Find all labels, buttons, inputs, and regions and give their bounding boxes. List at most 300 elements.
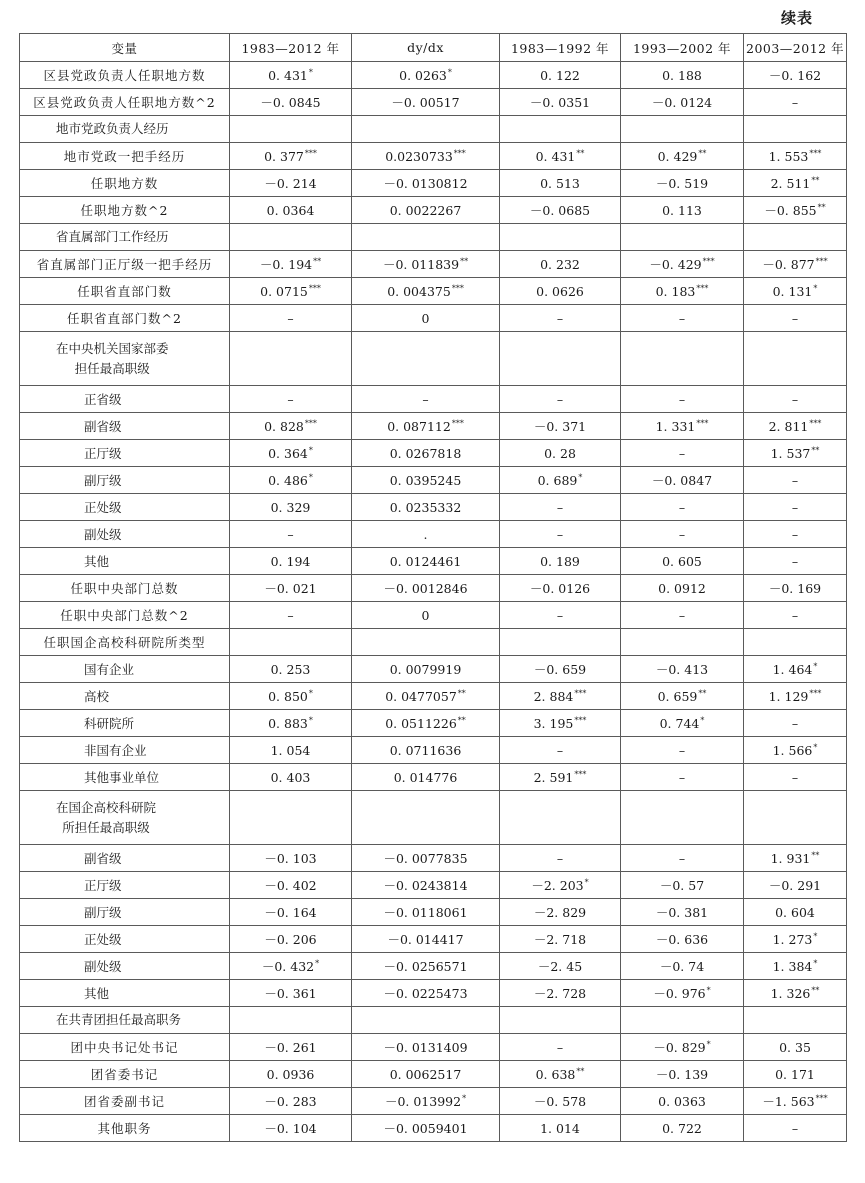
table-row [20, 629, 847, 656]
table-row [20, 548, 847, 575]
significance-stars: *** [304, 418, 317, 428]
table-row [20, 1115, 847, 1142]
significance-stars: ** [313, 257, 322, 266]
significance-stars: *** [815, 257, 828, 266]
table-row [20, 980, 847, 1007]
table-cell: 0. 0626 [500, 278, 621, 305]
table-row [20, 899, 847, 926]
table-cell: －0. 402 [230, 872, 352, 899]
table-cell: 0. 183*** [621, 278, 744, 305]
significance-stars: * [813, 931, 818, 941]
table-cell: – [744, 494, 847, 521]
table-cell: －0. 0847 [621, 467, 744, 494]
table-cell: – [744, 602, 847, 629]
significance-stars: * [813, 958, 818, 968]
row-label: 非国有企业 [20, 737, 230, 764]
table-cell: －0. 104 [230, 1115, 352, 1142]
table-cell: 0. 0235332 [352, 494, 500, 521]
table-cell: – [230, 602, 352, 629]
table-cell: －0. 291 [744, 872, 847, 899]
significance-stars: * [813, 742, 818, 752]
table-cell [621, 791, 744, 845]
row-label: 副省级 [20, 413, 230, 440]
table-cell [500, 1007, 621, 1034]
table-cell: －0. 432* [230, 953, 352, 980]
table-cell: －0. 0845 [230, 89, 352, 116]
table-cell: －0. 0012846 [352, 575, 500, 602]
table-cell [500, 116, 621, 143]
row-label: 正处级 [20, 926, 230, 953]
table-cell: – [621, 386, 744, 413]
table-cell: －0. 413 [621, 656, 744, 683]
table-cell: – [744, 467, 847, 494]
table-cell: 0. 604 [744, 899, 847, 926]
significance-stars: * [462, 1094, 467, 1103]
table-cell: 1. 464* [744, 656, 847, 683]
row-label: 团省委书记 [20, 1061, 230, 1088]
table-cell: 0. 722 [621, 1115, 744, 1142]
table-cell: 1. 014 [500, 1115, 621, 1142]
table-cell: – [500, 1034, 621, 1061]
table-row [20, 197, 847, 224]
table-cell: 0. 194 [230, 548, 352, 575]
table-cell: 2. 884*** [500, 683, 621, 710]
table-cell: 0. 638** [500, 1061, 621, 1088]
table-cell [500, 629, 621, 656]
row-label: 国有企业 [20, 656, 230, 683]
table-cell: 0. 171 [744, 1061, 847, 1088]
row-label: 高校 [20, 683, 230, 710]
row-label: 正厅级 [20, 440, 230, 467]
table-cell: 0. 0912 [621, 575, 744, 602]
table-cell: －0. 0225473 [352, 980, 500, 1007]
header-variable: 变量 [20, 34, 230, 62]
table-cell: 0. 0062517 [352, 1061, 500, 1088]
table-cell: 1. 537** [744, 440, 847, 467]
row-label: 科研院所 [20, 710, 230, 737]
table-cell: －0. 829* [621, 1034, 744, 1061]
table-cell: – [500, 845, 621, 872]
table-row [20, 1088, 847, 1115]
row-label: 其他事业单位 [20, 764, 230, 791]
table-cell: – [744, 305, 847, 332]
table-cell [352, 1007, 500, 1034]
table-cell: －0. 283 [230, 1088, 352, 1115]
row-label [20, 116, 230, 143]
table-cell [230, 1007, 352, 1034]
header-2003-2012: 2003—2012 年 [744, 34, 847, 62]
table-cell [621, 332, 744, 386]
table-cell: 2. 511** [744, 170, 847, 197]
table-cell: – [500, 305, 621, 332]
table-cell: – [621, 521, 744, 548]
significance-stars: *** [304, 148, 317, 158]
table-cell: – [500, 737, 621, 764]
table-row [20, 332, 847, 386]
table-row [20, 305, 847, 332]
table-cell [500, 224, 621, 251]
table-cell: －0. 206 [230, 926, 352, 953]
significance-stars: *** [451, 418, 464, 428]
table-cell: 0. 122 [500, 62, 621, 89]
table-cell: －0. 976* [621, 980, 744, 1007]
table-cell: – [621, 494, 744, 521]
table-cell [352, 791, 500, 845]
table-cell: 0. 0267818 [352, 440, 500, 467]
row-label: 任职地方数^2 [20, 197, 230, 224]
table-cell [352, 116, 500, 143]
table-cell [744, 791, 847, 845]
table-cell: －0. 013992* [352, 1088, 500, 1115]
significance-stars: * [813, 661, 818, 671]
row-label: 区县党政负责人任职地方数^2 [20, 89, 230, 116]
table-cell: 1. 566* [744, 737, 847, 764]
significance-stars: * [578, 472, 583, 482]
row-label-text: 省直属部门工作经历 [56, 229, 169, 244]
significance-stars: *** [696, 283, 709, 293]
table-cell: －0. 0124 [621, 89, 744, 116]
significance-stars: ** [811, 850, 820, 860]
table-cell: －0. 0126 [500, 575, 621, 602]
table-cell: – [744, 764, 847, 791]
table-cell: －0. 162 [744, 62, 847, 89]
significance-stars: * [315, 959, 320, 968]
table-cell: 0. 744* [621, 710, 744, 737]
table-cell: 0. 431* [230, 62, 352, 89]
table-cell: －0. 578 [500, 1088, 621, 1115]
table-cell: 0. 28 [500, 440, 621, 467]
row-label [20, 791, 230, 845]
table-row [20, 494, 847, 521]
significance-stars: * [813, 283, 818, 293]
table-cell: 0. 431** [500, 143, 621, 170]
table-cell: －0. 361 [230, 980, 352, 1007]
table-cell [230, 629, 352, 656]
significance-stars: * [706, 986, 711, 995]
table-cell: – [500, 494, 621, 521]
table-cell: －2. 728 [500, 980, 621, 1007]
table-row [20, 683, 847, 710]
significance-stars: * [700, 715, 705, 725]
continued-label: 续表 [781, 9, 814, 27]
table-cell: 0. 513 [500, 170, 621, 197]
row-label: 团中央书记处书记 [20, 1034, 230, 1061]
row-label: 地市党政一把手经历 [20, 143, 230, 170]
table-cell: 0 [352, 305, 500, 332]
table-cell: －0. 74 [621, 953, 744, 980]
table-cell [621, 224, 744, 251]
table-cell: 0.0230733*** [352, 143, 500, 170]
table-row [20, 440, 847, 467]
table-cell: – [621, 737, 744, 764]
significance-stars: ** [457, 715, 466, 725]
table-cell: －0. 194** [230, 251, 352, 278]
row-label: 任职省直部门数^2 [20, 305, 230, 332]
table-cell: 1. 553*** [744, 143, 847, 170]
significance-stars: *** [451, 283, 464, 293]
table-cell: －0. 164 [230, 899, 352, 926]
table-row [20, 872, 847, 899]
table-cell [352, 332, 500, 386]
table-cell: 0. 0364 [230, 197, 352, 224]
row-label [20, 1007, 230, 1034]
table-cell: 0. 0711636 [352, 737, 500, 764]
significance-stars: ** [576, 148, 585, 158]
table-cell: －0. 261 [230, 1034, 352, 1061]
table-cell [621, 116, 744, 143]
significance-stars: *** [574, 715, 587, 725]
significance-stars: *** [809, 148, 822, 158]
table-cell: 0. 329 [230, 494, 352, 521]
table-cell: －2. 45 [500, 953, 621, 980]
table-cell: – [621, 845, 744, 872]
row-label-text: 在共青团担任最高职务 [56, 1012, 182, 1027]
table-cell: 1. 273* [744, 926, 847, 953]
significance-stars: *** [574, 688, 587, 698]
row-label: 副处级 [20, 953, 230, 980]
table-cell [621, 1007, 744, 1034]
table-cell: －0. 0243814 [352, 872, 500, 899]
table-cell: – [744, 710, 847, 737]
table-cell: 0. 35 [744, 1034, 847, 1061]
significance-stars: * [308, 445, 313, 455]
table-cell: 0. 0715*** [230, 278, 352, 305]
table-cell: 0. 0263* [352, 62, 500, 89]
table-row [20, 521, 847, 548]
table-cell: －0. 57 [621, 872, 744, 899]
table-cell [230, 116, 352, 143]
table-cell: －2. 829 [500, 899, 621, 926]
row-label: 正处级 [20, 494, 230, 521]
row-label: 副处级 [20, 521, 230, 548]
significance-stars: * [308, 688, 313, 698]
table-cell: – [230, 521, 352, 548]
table-cell: 0. 0079919 [352, 656, 500, 683]
significance-stars: *** [696, 418, 709, 428]
table-cell: －0. 855** [744, 197, 847, 224]
table-cell [621, 629, 744, 656]
table-cell: – [621, 764, 744, 791]
significance-stars: *** [809, 688, 822, 698]
table-cell: 0. 429** [621, 143, 744, 170]
significance-stars: *** [815, 1094, 828, 1103]
table-cell: －0. 381 [621, 899, 744, 926]
table-row [20, 656, 847, 683]
table-cell: －0. 636 [621, 926, 744, 953]
table-cell: – [500, 386, 621, 413]
row-label: 其他 [20, 980, 230, 1007]
row-label: 副厅级 [20, 467, 230, 494]
table-cell: －0. 0059401 [352, 1115, 500, 1142]
significance-stars: * [706, 1040, 711, 1049]
row-label: 正省级 [20, 386, 230, 413]
table-cell: －2. 203* [500, 872, 621, 899]
table-row [20, 89, 847, 116]
significance-stars: * [308, 715, 313, 725]
table-cell [352, 629, 500, 656]
row-label: 任职地方数 [20, 170, 230, 197]
significance-stars: ** [698, 148, 707, 158]
significance-stars: ** [698, 688, 707, 698]
table-cell: 0. 364* [230, 440, 352, 467]
table-cell: 0. 689* [500, 467, 621, 494]
table-row [20, 764, 847, 791]
header-1993-2002: 1993—2002 年 [621, 34, 744, 62]
table-cell: 0. 0511226** [352, 710, 500, 737]
table-cell: 1. 326** [744, 980, 847, 1007]
header-dydx: dy/dx [352, 34, 500, 62]
table-cell: 0. 232 [500, 251, 621, 278]
table-cell: 0. 828*** [230, 413, 352, 440]
table-cell [744, 116, 847, 143]
table-cell: －0. 0131409 [352, 1034, 500, 1061]
table-cell: 0 [352, 602, 500, 629]
table-row [20, 845, 847, 872]
significance-stars: ** [811, 175, 820, 185]
row-label: 团省委副书记 [20, 1088, 230, 1115]
table-cell: 1. 331*** [621, 413, 744, 440]
table-cell [500, 332, 621, 386]
table-row [20, 791, 847, 845]
row-label-text: 在中央机关国家部委 担任最高职级 [56, 340, 169, 376]
table-cell [230, 791, 352, 845]
significance-stars: ** [460, 257, 469, 266]
table-cell: －0. 0077835 [352, 845, 500, 872]
significance-stars: ** [811, 985, 820, 995]
significance-stars: *** [453, 148, 466, 158]
table-cell: 0. 0124461 [352, 548, 500, 575]
row-label: 省直属部门正厅级一把手经历 [20, 251, 230, 278]
significance-stars: *** [308, 283, 321, 293]
table-cell [744, 224, 847, 251]
table-row [20, 926, 847, 953]
significance-stars: ** [576, 1066, 585, 1076]
regression-table [19, 33, 847, 1142]
table-cell: －0. 659 [500, 656, 621, 683]
table-cell [352, 224, 500, 251]
table-cell: －0. 014417 [352, 926, 500, 953]
table-cell: －0. 429*** [621, 251, 744, 278]
significance-stars: *** [702, 257, 715, 266]
table-cell: 0. 0022267 [352, 197, 500, 224]
table-cell: . [352, 521, 500, 548]
table-cell: – [352, 386, 500, 413]
table-cell: – [500, 602, 621, 629]
table-cell: －0. 103 [230, 845, 352, 872]
table-cell: －0. 371 [500, 413, 621, 440]
table-row [20, 224, 847, 251]
table-cell: 0. 188 [621, 62, 744, 89]
table-cell: 0. 659** [621, 683, 744, 710]
table-cell [500, 791, 621, 845]
table-row [20, 1061, 847, 1088]
table-cell: 0. 0477057** [352, 683, 500, 710]
table-cell: 3. 195*** [500, 710, 621, 737]
table-row [20, 62, 847, 89]
table-row [20, 1007, 847, 1034]
table-cell [230, 332, 352, 386]
table-cell: – [744, 1115, 847, 1142]
table-cell: 0. 0395245 [352, 467, 500, 494]
table-cell: －0. 0130812 [352, 170, 500, 197]
significance-stars: * [584, 878, 589, 887]
row-label: 任职中央部门总数^2 [20, 602, 230, 629]
table-cell: －0. 011839** [352, 251, 500, 278]
table-cell: －0. 0118061 [352, 899, 500, 926]
row-label: 区县党政负责人任职地方数 [20, 62, 230, 89]
table-cell: －0. 214 [230, 170, 352, 197]
table-cell: －0. 021 [230, 575, 352, 602]
table-cell: – [621, 305, 744, 332]
table-cell: 0. 850* [230, 683, 352, 710]
table-cell: – [621, 440, 744, 467]
table-cell: – [744, 386, 847, 413]
table-cell: – [744, 89, 847, 116]
table-cell: 0. 0936 [230, 1061, 352, 1088]
table-cell: －0. 139 [621, 1061, 744, 1088]
table-cell: －0. 0256571 [352, 953, 500, 980]
table-row [20, 467, 847, 494]
header-row [20, 34, 847, 62]
table-cell: 0. 113 [621, 197, 744, 224]
table-row [20, 278, 847, 305]
table-cell: －0. 0685 [500, 197, 621, 224]
row-label: 任职中央部门总数 [20, 575, 230, 602]
table-cell: 0. 087112*** [352, 413, 500, 440]
row-label: 任职国企高校科研院所类型 [20, 629, 230, 656]
significance-stars: ** [457, 688, 466, 698]
row-label: 正厅级 [20, 872, 230, 899]
significance-stars: *** [809, 418, 822, 428]
table-cell: －0. 0351 [500, 89, 621, 116]
table-cell: －0. 519 [621, 170, 744, 197]
row-label-text: 地市党政负责人经历 [56, 121, 169, 136]
table-cell: －2. 718 [500, 926, 621, 953]
table-cell: 1. 931** [744, 845, 847, 872]
table-cell: 0. 605 [621, 548, 744, 575]
table-cell: －0. 00517 [352, 89, 500, 116]
table-cell: 1. 054 [230, 737, 352, 764]
table-row [20, 413, 847, 440]
significance-stars: ** [811, 445, 820, 455]
table-cell: – [621, 602, 744, 629]
table-cell: – [230, 386, 352, 413]
significance-stars: * [308, 67, 313, 77]
table-cell: －1. 563*** [744, 1088, 847, 1115]
table-cell [230, 224, 352, 251]
significance-stars: * [308, 472, 313, 482]
row-label: 副省级 [20, 845, 230, 872]
significance-stars: *** [574, 769, 587, 779]
significance-stars: ** [817, 203, 826, 212]
table-cell: 0. 253 [230, 656, 352, 683]
table-cell: 0. 0363 [621, 1088, 744, 1115]
table-cell: – [230, 305, 352, 332]
row-label: 副厅级 [20, 899, 230, 926]
table-cell: 1. 384* [744, 953, 847, 980]
table-row [20, 386, 847, 413]
table-cell: 1. 129*** [744, 683, 847, 710]
table-cell: 0. 189 [500, 548, 621, 575]
row-label: 任职省直部门数 [20, 278, 230, 305]
table-cell [744, 332, 847, 386]
header-1983-2012: 1983—2012 年 [230, 34, 352, 62]
table-cell: 2. 811*** [744, 413, 847, 440]
table-cell: – [744, 521, 847, 548]
row-label: 其他 [20, 548, 230, 575]
table-row [20, 1034, 847, 1061]
table-cell [744, 1007, 847, 1034]
